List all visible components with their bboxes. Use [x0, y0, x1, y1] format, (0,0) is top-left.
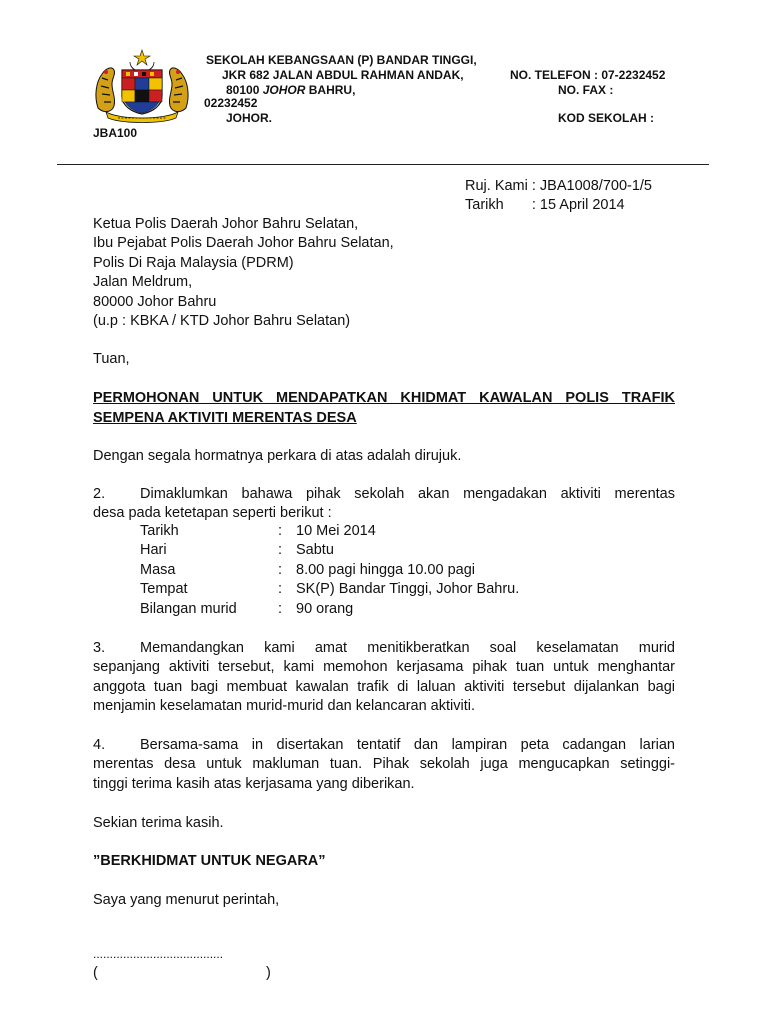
schedule-row	[140, 580, 519, 599]
letterhead-divider	[57, 164, 709, 165]
paragraph-text: Dimaklumkan bahawa pihak sekolah akan mengadakan aktiviti merentas	[140, 486, 675, 502]
paragraph-number: 2.	[93, 486, 106, 502]
paragraph-1: Dengan segala hormatnya perkara di atas adalah dirujuk.	[93, 448, 462, 464]
paragraph-line: menjamin keselamatan murid-murid dan kelancaran aktiviti.	[93, 698, 475, 715]
paragraph-line: desa pada ketetapan seperti berikut :	[93, 505, 332, 522]
name-bracket-close: )	[266, 965, 271, 981]
schedule-row	[140, 600, 519, 619]
school-state: JOHOR.	[226, 111, 273, 125]
fax-label: NO. FAX :	[558, 83, 614, 97]
paragraph-4	[93, 736, 675, 794]
reference-number: Ruj. Kami : JBA1008/700-1/5	[465, 178, 652, 194]
schedule-colon: :	[278, 523, 283, 539]
schedule-row	[140, 541, 519, 560]
schedule-value: 8.00 pagi hingga 10.00 pagi	[296, 561, 475, 578]
paragraph-line	[93, 736, 675, 755]
school-address-line: JKR 682 JALAN ABDUL RAHMAN ANDAK,	[222, 68, 464, 82]
coat-of-arms-logo	[92, 48, 192, 123]
recipient-line: Ketua Polis Daerah Johor Bahru Selatan,	[93, 216, 359, 232]
activity-schedule	[140, 522, 519, 619]
schedule-value: 10 Mei 2014	[296, 523, 376, 539]
schedule-key: Bilangan murid	[140, 600, 237, 617]
schedule-row	[140, 522, 519, 541]
subject-line: SEMPENA AKTIVITI MERENTAS DESA	[93, 409, 357, 426]
recipient-line: Ibu Pejabat Polis Daerah Johor Bahru Selatan,	[93, 235, 394, 251]
salutation: Tuan,	[93, 351, 130, 367]
postcode: 80100	[226, 83, 260, 97]
recipient-line: Polis Di Raja Malaysia (PDRM)	[93, 255, 294, 271]
paragraph-line: sepanjang aktiviti tersebut, kami memohon kerjasama pihak tuan untuk menghantar	[93, 659, 675, 676]
recipient-line: (u.p : KBKA / KTD Johor Bahru Selatan)	[93, 313, 351, 329]
city-italic: JOHOR	[262, 83, 306, 97]
signature-line: .......................................	[93, 947, 224, 961]
schedule-key: Hari	[140, 542, 167, 559]
recipient-line: Jalan Meldrum,	[93, 274, 193, 290]
paragraph-3	[93, 639, 675, 717]
sign-off: Saya yang menurut perintah,	[93, 892, 280, 908]
paragraph-line	[93, 485, 675, 504]
letter-date: Tarikh : 15 April 2014	[465, 197, 625, 213]
fax-number: 02232452	[204, 96, 258, 110]
schedule-colon: :	[278, 600, 283, 617]
name-bracket-open: (	[93, 965, 98, 981]
motto: ”BERKHIDMAT UNTUK NEGARA”	[93, 853, 326, 869]
city-rest: BAHRU,	[308, 83, 356, 97]
schedule-value: 90 orang	[296, 600, 354, 617]
schedule-key: Tempat	[140, 581, 188, 598]
school-code-label: KOD SEKOLAH :	[558, 111, 654, 125]
closing-line: Sekian terima kasih.	[93, 815, 224, 831]
paragraph-number: 3.	[93, 640, 106, 656]
paragraph-number: 4.	[93, 737, 106, 753]
subject-line: PERMOHONAN UNTUK MENDAPATKAN KHIDMAT KAWALAN POLIS TRAFIK	[93, 390, 675, 406]
schedule-row	[140, 561, 519, 580]
school-name: SEKOLAH KEBANGSAAN (P) BANDAR TINGGI,	[206, 53, 477, 67]
paragraph-text: Bersama-sama in disertakan tentatif dan lampiran peta cadangan larian	[140, 737, 675, 753]
schedule-key: Masa	[140, 561, 176, 578]
paragraph-2	[93, 485, 675, 524]
schedule-colon: :	[278, 542, 283, 559]
schedule-colon: :	[278, 561, 283, 578]
school-postcode-city	[226, 83, 355, 97]
paragraph-text: Memandangkan kami amat menitikberatkan soal keselamatan murid	[140, 640, 675, 656]
school-code-value: JBA100	[93, 126, 138, 140]
paragraph-line	[93, 639, 675, 658]
telephone-number: NO. TELEFON : 07-2232452	[510, 68, 666, 82]
schedule-value: Sabtu	[296, 542, 334, 559]
schedule-value: SK(P) Bandar Tinggi, Johor Bahru.	[296, 581, 520, 598]
paragraph-line: anggota tuan bagi membuat kawalan trafik di laluan aktiviti tersebut dijalankan bagi	[93, 678, 675, 695]
schedule-colon: :	[278, 581, 283, 598]
paragraph-line: tinggi terima kasih atas kerjasama yang diberikan.	[93, 775, 415, 792]
schedule-key: Tarikh	[140, 523, 179, 539]
recipient-line: 80000 Johor Bahru	[93, 294, 217, 310]
paragraph-line: merentas desa untuk makluman tuan. Pihak sekolah juga mengucapkan setinggi-	[93, 756, 675, 773]
letter-subject	[93, 389, 675, 428]
